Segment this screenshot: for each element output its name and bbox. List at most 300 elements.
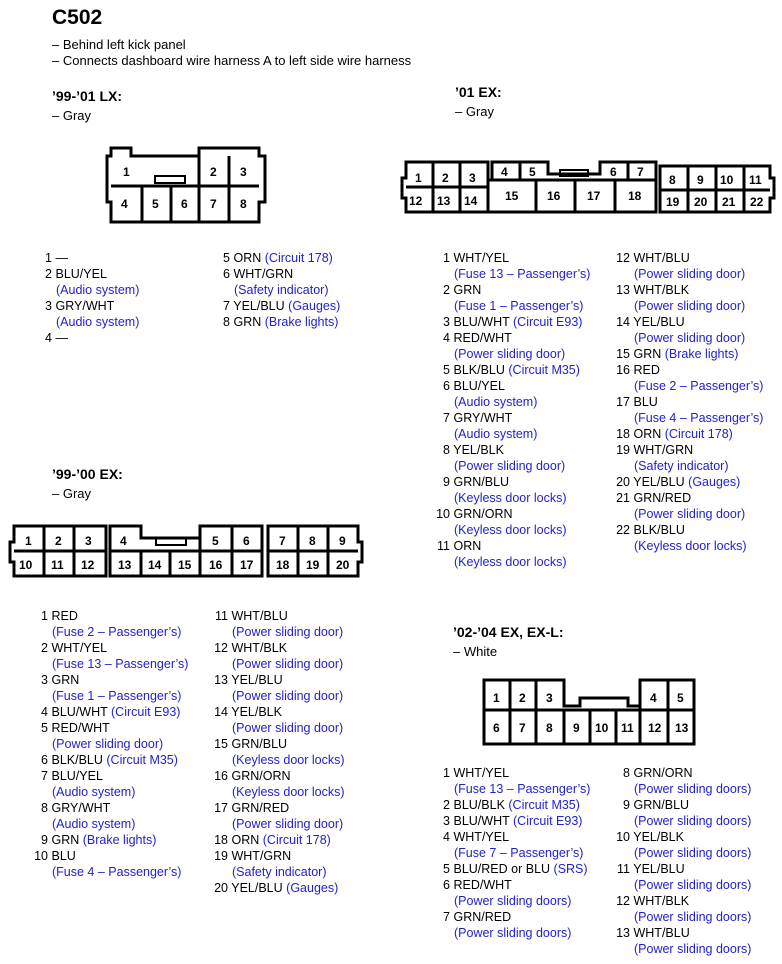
- pin-entry: [432, 813, 590, 829]
- note-connects: – Connects dashboard wire harness A to left side wire harness: [52, 53, 412, 68]
- pin-description: (Fuse 13 – Passenger’s): [52, 657, 189, 671]
- pin-wire-color: GRN/RED: [633, 491, 692, 505]
- pin-entry: [432, 538, 590, 570]
- pin-description: (Power sliding doors): [634, 878, 752, 892]
- pin-entry: [612, 797, 751, 829]
- pin-number: 8: [41, 801, 48, 815]
- pin-entry: [432, 410, 590, 442]
- pin-description: (Power sliding doors): [454, 926, 572, 940]
- pin-wire-color: WHT/BLU: [633, 251, 690, 265]
- pin-entry: [612, 250, 763, 282]
- ex00-pin-list-left: [30, 608, 188, 880]
- pin-wire-color: BLK/BLU: [453, 363, 505, 377]
- pin-label: 1: [493, 691, 500, 705]
- pin-number: 5: [223, 251, 230, 265]
- ex01-connector-diagram: [400, 158, 776, 216]
- ex02-pin-list-left: [432, 765, 590, 941]
- pin-label: 2: [55, 534, 62, 548]
- pin-label: 13: [118, 558, 132, 572]
- pin-entry: [30, 752, 188, 768]
- pin-entry: [30, 800, 188, 832]
- pin-entry: [30, 848, 188, 880]
- pin-entry: [212, 298, 340, 314]
- pin-description: (Power sliding door): [454, 459, 566, 473]
- pin-wire-color: GRN: [453, 283, 482, 297]
- pin-description: (Keyless door locks): [454, 523, 567, 537]
- pin-description: (Power sliding door): [52, 737, 164, 751]
- pin-label: 9: [573, 721, 580, 735]
- pin-wire-color: ORN: [233, 251, 262, 265]
- pin-number: 4: [41, 705, 48, 719]
- pin-number: 20: [616, 475, 630, 489]
- pin-wire-color: RED/WHT: [453, 878, 512, 892]
- pin-description: (Fuse 13 – Passenger’s): [454, 267, 591, 281]
- pin-wire-color: WHT/GRN: [233, 267, 294, 281]
- pin-description: (Safety indicator): [234, 283, 329, 297]
- pin-wire-color: WHT/BLK: [231, 641, 288, 655]
- pin-entry: [432, 506, 590, 538]
- pin-label: 3: [85, 534, 92, 548]
- pin-description: (Power sliding door): [232, 625, 344, 639]
- pin-entry: [212, 250, 340, 266]
- pin-wire-color: BLU/YEL: [453, 379, 505, 393]
- pin-wire-color: YEL/BLU: [633, 315, 685, 329]
- pin-label: 4: [650, 691, 657, 705]
- pin-entry: [432, 474, 590, 506]
- pin-description: (Audio system): [52, 817, 136, 831]
- pin-wire-color: YEL/BLK: [633, 830, 684, 844]
- pin-label: 3: [469, 171, 476, 185]
- pin-entry: [30, 720, 188, 752]
- pin-number: 14: [616, 315, 630, 329]
- pin-label: 12: [409, 194, 423, 208]
- pin-label: 8: [669, 173, 676, 187]
- pin-description: (SRS): [553, 862, 588, 876]
- pin-entry: [210, 800, 345, 832]
- pin-wire-color: GRN/ORN: [231, 769, 291, 783]
- ex02-color: – White: [453, 644, 498, 659]
- pin-description: (Audio system): [454, 427, 538, 441]
- pin-number: 6: [443, 878, 450, 892]
- pin-entry: [612, 362, 763, 394]
- pin-wire-color: GRY/WHT: [55, 299, 115, 313]
- lx-pin-label: 1: [123, 165, 130, 179]
- pin-description: (Fuse 1 – Passenger’s): [454, 299, 584, 313]
- pin-description: (Power sliding doors): [454, 894, 572, 908]
- pin-number: 19: [214, 849, 228, 863]
- pin-description: (Power sliding doors): [634, 942, 752, 956]
- pin-label: 10: [595, 721, 609, 735]
- pin-entry: [432, 362, 590, 378]
- pin-entry: [30, 672, 188, 704]
- pin-description: (Power sliding door): [634, 331, 746, 345]
- pin-label: 1: [25, 534, 32, 548]
- lx-pin-label: 8: [240, 197, 247, 211]
- pin-wire-color: WHT/GRN: [633, 443, 694, 457]
- pin-entry: [612, 765, 751, 797]
- pin-number: 13: [214, 673, 228, 687]
- pin-wire-color: BLU/YEL: [51, 769, 103, 783]
- pin-description: (Safety indicator): [634, 459, 729, 473]
- pin-label: 11: [621, 721, 634, 735]
- pin-entry: [432, 797, 590, 813]
- pin-label: 14: [464, 194, 478, 208]
- pin-wire-color: ORN: [231, 833, 260, 847]
- pin-label: 9: [339, 534, 346, 548]
- pin-description: (Circuit M35): [508, 363, 580, 377]
- pin-wire-color: RED/WHT: [51, 721, 110, 735]
- pin-description: (Power sliding doors): [634, 910, 752, 924]
- pin-label: 1: [415, 171, 422, 185]
- note-location: – Behind left kick panel: [52, 37, 186, 52]
- lx-pin-list-left: [34, 250, 139, 346]
- pin-description: (Circuit E93): [513, 315, 583, 329]
- pin-wire-color: GRY/WHT: [453, 411, 513, 425]
- pin-description: (Power sliding door): [232, 657, 344, 671]
- pin-number: 17: [616, 395, 630, 409]
- pin-description: (Audio system): [454, 395, 538, 409]
- pin-number: 3: [443, 315, 450, 329]
- pin-entry: [210, 848, 345, 880]
- pin-label: 5: [529, 165, 536, 179]
- pin-number: 10: [34, 849, 48, 863]
- pin-number: 13: [616, 926, 630, 940]
- ex01-pin-list-left: [432, 250, 590, 570]
- pin-number: 18: [214, 833, 228, 847]
- pin-entry: [612, 394, 763, 426]
- pin-wire-color: GRN/RED: [231, 801, 290, 815]
- ex01-color: – Gray: [455, 104, 495, 119]
- pin-label: 22: [750, 195, 764, 209]
- pin-label: 8: [309, 534, 316, 548]
- pin-label: 12: [81, 558, 95, 572]
- pin-wire-color: BLK/BLU: [633, 523, 685, 537]
- pin-wire-color: BLU/WHT: [51, 705, 108, 719]
- pin-number: 14: [214, 705, 228, 719]
- pin-entry: [612, 282, 763, 314]
- pin-number: 10: [616, 830, 630, 844]
- pin-number: 4: [443, 331, 450, 345]
- pin-wire-color: GRN/BLU: [453, 475, 510, 489]
- pin-description: (Gauges): [286, 881, 339, 895]
- ex02-connector-diagram: [478, 674, 702, 748]
- pin-wire-color: YEL/BLU: [231, 881, 283, 895]
- pin-entry: [612, 490, 763, 522]
- pin-entry: [210, 640, 345, 672]
- pin-description: (Circuit E93): [111, 705, 181, 719]
- pin-wire-color: BLU/WHT: [453, 814, 510, 828]
- pin-number: 6: [443, 379, 450, 393]
- pin-number: 16: [616, 363, 630, 377]
- pin-entry: [30, 832, 188, 848]
- pin-number: 3: [41, 673, 48, 687]
- pin-description: (Gauges): [688, 475, 741, 489]
- pin-entry: [34, 298, 139, 330]
- pin-description: (Gauges): [288, 299, 341, 313]
- pin-number: 9: [41, 833, 48, 847]
- ex00-title: ’99-’00 EX:: [52, 466, 123, 482]
- pin-wire-color: RED: [633, 363, 660, 377]
- pin-label: 16: [547, 189, 561, 203]
- pin-label: 7: [519, 721, 526, 735]
- pin-label: 10: [19, 558, 33, 572]
- pin-number: 1: [443, 766, 450, 780]
- pin-description: (Fuse 1 – Passenger’s): [52, 689, 182, 703]
- pin-entry: [210, 768, 345, 800]
- pin-entry: [432, 378, 590, 410]
- pin-description: (Power sliding door): [232, 817, 344, 831]
- pin-wire-color: GRN: [233, 315, 262, 329]
- pin-entry: [210, 672, 345, 704]
- pin-label: 6: [610, 165, 617, 179]
- pin-label: 7: [637, 165, 644, 179]
- pin-label: 11: [51, 558, 64, 572]
- pin-description: (Power sliding door): [634, 299, 746, 313]
- pin-label: 6: [243, 534, 250, 548]
- ex01-pin-list-right: [612, 250, 763, 554]
- pin-number: 12: [214, 641, 228, 655]
- pin-label: 7: [279, 534, 286, 548]
- pin-wire-color: WHT/BLU: [231, 609, 288, 623]
- pin-number: 8: [223, 315, 230, 329]
- pin-label: 17: [240, 558, 254, 572]
- lx-pin-list-right: [212, 250, 340, 330]
- pin-wire-color: BLU: [51, 849, 76, 863]
- pin-description: (Circuit 178): [262, 833, 331, 847]
- pin-number: 11: [215, 609, 228, 623]
- pin-wire-color: GRN/RED: [453, 910, 512, 924]
- pin-wire-color: RED/WHT: [453, 331, 512, 345]
- pin-description: (Fuse 2 – Passenger’s): [52, 625, 182, 639]
- pin-description: (Circuit 178): [264, 251, 333, 265]
- pin-wire-color: WHT/YEL: [453, 766, 510, 780]
- pin-entry: [210, 832, 345, 848]
- pin-entry: [212, 266, 340, 298]
- pin-wire-color: GRN: [633, 347, 662, 361]
- pin-entry: [432, 829, 590, 861]
- pin-description: (Circuit M35): [106, 753, 178, 767]
- pin-entry: [212, 314, 340, 330]
- pin-label: 12: [648, 721, 662, 735]
- pin-wire-color: YEL/BLU: [633, 475, 685, 489]
- pin-description: (Keyless door locks): [454, 491, 567, 505]
- pin-entry: [612, 426, 763, 442]
- pin-number: 5: [41, 721, 48, 735]
- pin-description: (Fuse 13 – Passenger’s): [454, 782, 591, 796]
- pin-entry: [30, 768, 188, 800]
- pin-number: 7: [223, 299, 230, 313]
- pin-entry: [432, 861, 590, 877]
- pin-entry: [612, 474, 763, 490]
- pin-entry: [34, 266, 139, 298]
- ex00-color: – Gray: [52, 486, 92, 501]
- pin-number: 20: [214, 881, 228, 895]
- pin-number: 21: [616, 491, 630, 505]
- pin-label: 8: [546, 721, 553, 735]
- pin-wire-color: WHT/BLK: [633, 894, 690, 908]
- pin-wire-color: BLK/BLU: [51, 753, 103, 767]
- lx-connector-diagram: [105, 142, 267, 232]
- pin-description: (Safety indicator): [232, 865, 327, 879]
- pin-description: (Keyless door locks): [232, 753, 345, 767]
- pin-number: 22: [616, 523, 630, 537]
- ex00-pin-list-right: [210, 608, 345, 896]
- pin-wire-color: BLU/WHT: [453, 315, 510, 329]
- pin-description: (Power sliding door): [634, 507, 746, 521]
- pin-number: 6: [41, 753, 48, 767]
- pin-wire-color: YEL/BLU: [233, 299, 285, 313]
- lx-pin-label: 5: [152, 197, 159, 211]
- pin-description: (Power sliding door): [634, 267, 746, 281]
- pin-label: 18: [628, 189, 642, 203]
- pin-wire-color: GRN: [51, 833, 80, 847]
- pin-entry: [432, 314, 590, 330]
- pin-label: 3: [546, 691, 553, 705]
- pin-number: 9: [443, 475, 450, 489]
- pin-label: 5: [677, 691, 684, 705]
- pin-description: (Fuse 4 – Passenger’s): [52, 865, 182, 879]
- pin-number: 15: [616, 347, 630, 361]
- pin-entry: [612, 861, 751, 893]
- pin-entry: [612, 829, 751, 861]
- pin-description: (Power sliding door): [232, 721, 344, 735]
- pin-number: 5: [443, 862, 450, 876]
- pin-wire-color: BLU/RED or BLU: [453, 862, 551, 876]
- pin-wire-color: WHT/BLU: [633, 926, 690, 940]
- pin-number: 4: [443, 830, 450, 844]
- pin-number: 13: [616, 283, 630, 297]
- lx-pin-label: 6: [181, 197, 188, 211]
- pin-label: 2: [442, 171, 449, 185]
- pin-label: 20: [336, 558, 350, 572]
- pin-description: (Fuse 4 – Passenger’s): [634, 411, 764, 425]
- pin-number: 7: [41, 769, 48, 783]
- pin-wire-color: GRN/ORN: [453, 507, 513, 521]
- page-title: C502: [52, 6, 103, 29]
- pin-entry: [612, 442, 763, 474]
- pin-entry: [612, 522, 763, 554]
- pin-label: 18: [276, 558, 290, 572]
- pin-description: (Brake lights): [264, 315, 339, 329]
- pin-entry: [34, 250, 139, 266]
- pin-description: (Fuse 7 – Passenger’s): [454, 846, 584, 860]
- pin-label: 5: [212, 534, 219, 548]
- pin-wire-color: GRN/ORN: [633, 766, 693, 780]
- pin-wire-color: WHT/YEL: [51, 641, 108, 655]
- pin-label: 9: [697, 173, 704, 187]
- pin-description: (Circuit M35): [508, 798, 580, 812]
- pin-entry: [432, 330, 590, 362]
- pin-entry: [432, 909, 590, 941]
- pin-wire-color: —: [55, 251, 68, 265]
- pin-number: 7: [443, 910, 450, 924]
- pin-wire-color: YEL/BLU: [633, 862, 685, 876]
- pin-number: 6: [223, 267, 230, 281]
- pin-label: 15: [178, 558, 192, 572]
- pin-wire-color: GRN/BLU: [231, 737, 288, 751]
- pin-description: (Keyless door locks): [634, 539, 747, 553]
- pin-label: 14: [148, 558, 162, 572]
- pin-number: 9: [623, 798, 630, 812]
- pin-label: 13: [437, 194, 451, 208]
- pin-description: (Circuit 178): [664, 427, 733, 441]
- pin-entry: [432, 877, 590, 909]
- pin-label: 19: [306, 558, 320, 572]
- pin-description: (Brake lights): [664, 347, 739, 361]
- pin-entry: [612, 925, 751, 957]
- pin-description: (Power sliding doors): [634, 814, 752, 828]
- pin-wire-color: WHT/YEL: [453, 830, 510, 844]
- pin-entry: [612, 893, 751, 925]
- pin-number: 2: [443, 283, 450, 297]
- pin-number: 2: [41, 641, 48, 655]
- pin-wire-color: YEL/BLK: [453, 443, 504, 457]
- pin-label: 13: [675, 721, 689, 735]
- lx-pin-label: 7: [210, 197, 217, 211]
- pin-label: 4: [120, 534, 127, 548]
- pin-wire-color: YEL/BLU: [231, 673, 283, 687]
- pin-entry: [432, 765, 590, 797]
- pin-number: 4: [45, 331, 52, 345]
- pin-number: 3: [45, 299, 52, 313]
- pin-number: 2: [45, 267, 52, 281]
- pin-description: (Power sliding doors): [634, 846, 752, 860]
- pin-number: 8: [623, 766, 630, 780]
- pin-number: 1: [41, 609, 48, 623]
- pin-number: 1: [443, 251, 450, 265]
- pin-description: (Power sliding door): [232, 689, 344, 703]
- pin-wire-color: GRN: [51, 673, 80, 687]
- pin-label: 2: [519, 691, 526, 705]
- pin-entry: [612, 346, 763, 362]
- pin-number: 8: [443, 443, 450, 457]
- pin-number: 16: [214, 769, 228, 783]
- pin-label: 21: [722, 195, 736, 209]
- pin-wire-color: ORN: [633, 427, 662, 441]
- pin-label: 11: [749, 173, 762, 187]
- pin-label: 17: [587, 189, 601, 203]
- pin-number: 7: [443, 411, 450, 425]
- pin-entry: [432, 250, 590, 282]
- ex01-title: ’01 EX:: [455, 84, 502, 100]
- pin-wire-color: GRY/WHT: [51, 801, 111, 815]
- pin-label: 15: [505, 189, 519, 203]
- pin-label: 16: [209, 558, 223, 572]
- pin-number: 18: [616, 427, 630, 441]
- pin-wire-color: YEL/BLK: [231, 705, 282, 719]
- pin-entry: [30, 640, 188, 672]
- pin-description: (Audio system): [56, 283, 140, 297]
- pin-entry: [432, 282, 590, 314]
- pin-wire-color: BLU/YEL: [55, 267, 107, 281]
- lx-pin-label: 4: [121, 197, 128, 211]
- pin-number: 12: [616, 894, 630, 908]
- pin-entry: [210, 880, 345, 896]
- pin-wire-color: ORN: [453, 539, 482, 553]
- lx-title: ’99-’01 LX:: [52, 88, 123, 104]
- pin-number: 3: [443, 814, 450, 828]
- pin-label: 6: [493, 721, 500, 735]
- pin-wire-color: RED: [51, 609, 78, 623]
- pin-wire-color: BLU/BLK: [453, 798, 505, 812]
- ex02-title: ’02-’04 EX, EX-L:: [453, 624, 564, 640]
- lx-pin-label: 2: [210, 165, 217, 179]
- pin-number: 10: [436, 507, 450, 521]
- pin-entry: [210, 704, 345, 736]
- pin-label: 4: [501, 165, 508, 179]
- pin-entry: [432, 442, 590, 474]
- pin-number: 11: [617, 862, 630, 876]
